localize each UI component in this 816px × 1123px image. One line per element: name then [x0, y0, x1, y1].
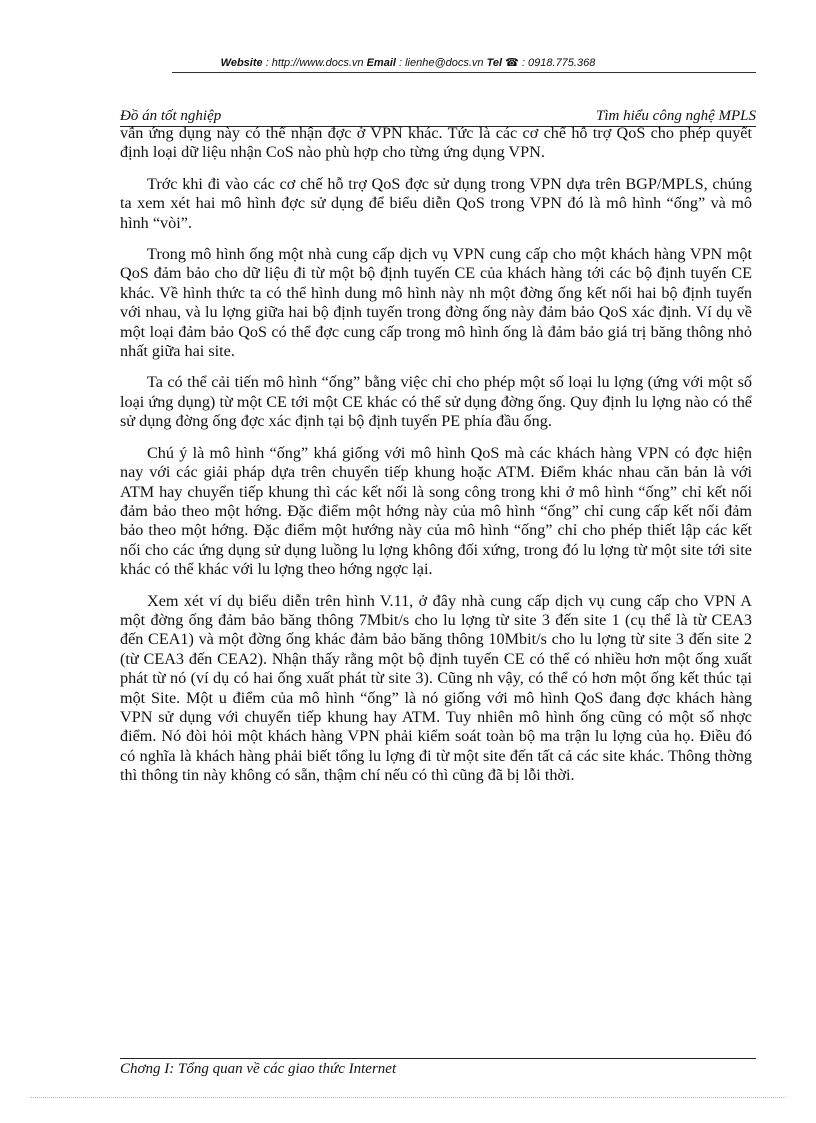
contact-bar-divider [172, 72, 756, 73]
paragraph: Trớc khi đi vào các cơ chế hỗ trợ QoS đợc sử dụng trong VPN dựa trên BGP/MPLS, chúng ta xem xét hai mô hình đợc sử dụng để biểu diễn QoS trong VPN đó là mô hình “ống” và mô hình “vòi”. [120, 174, 752, 232]
paragraph: Trong mô hình ống một nhà cung cấp dịch vụ VPN cung cấp cho một khách hàng VPN một QoS đảm bảo cho dữ liệu đi từ một bộ định tuyến CE của khách hàng tới các bộ định tuyến CE khác. Về hình thức ta có thể hình dung mô hình này nh một đờng ống kết nối hai bộ định tuyến với nhau, và lu lợng giữa hai bộ định tuyến trong đờng ống này đảm bảo QoS xác định. Ví dụ về một loại đảm bảo QoS có thể đợc cung cấp trong mô hình ống là đảm bảo giá trị băng thông nhỏ nhất giữa hai site. [120, 245, 752, 361]
header-left: Đồ án tốt nghiệp [120, 108, 222, 124]
email-label: Email [366, 57, 396, 69]
footer-divider [120, 1058, 756, 1059]
paragraph: Chú ý là mô hình “ống” khá giống với mô hình QoS mà các khách hàng VPN có đợc hiện nay với các giải pháp dựa trên chuyển tiếp khung hoặc ATM. Điểm khác nhau căn bản là với ATM hay chuyển tiếp khung thì các kết nối là song công trong khi ở mô hình “ống” chỉ kết nối đảm bảo theo một hớng. Đặc điểm một hớng này của mô hình “ống” chỉ cung cấp kết nối đảm bảo theo một hớng. Đặc điểm một hướng này của mô hình “ống” chỉ cho phép thiết lập các kết nối cho các ứng dụng sử dụng luồng lu lợng không đối xứng, trong đó lu lợng từ một site tới site khác có thể khác với lu lợng theo hớng ngợc lại. [120, 443, 752, 579]
footer-chapter: Chơng I: Tổng quan về các giao thức Internet [120, 1061, 397, 1077]
paragraph: vẫn ứng dụng này có thể nhận đợc ở VPN khác. Tức là các cơ chế hỗ trợ QoS cho phép quyết định loại dữ liệu nhận CoS nào phù hợp cho từng ứng dụng VPN. [120, 124, 752, 162]
paragraph: Xem xét ví dụ biểu diễn trên hình V.11, ở đây nhà cung cấp dịch vụ cung cấp cho VPN A một đờng ống đảm bảo băng thông 7Mbit/s cho lu lợng từ site 3 đến site 1 (cụ thể là từ CEA3 đến CEA1) và một đờng ống khác đảm bảo băng thông 10Mbit/s cho lu lợng từ site 3 đến site 2 (từ CEA3 đến CEA2). Nhận thấy rằng một bộ định tuyến CE có thể có nhiều hơn một ống xuất phát từ nó (ví dụ có hai ống xuất phát từ site 3). Cũng nh vậy, có thể có hơn một ống kết thúc tại một Site. Một u điểm của mô hình “ống” là nó giống với mô hình QoS đang đợc khách hàng VPN sử dụng với chuyển tiếp khung hay ATM. Tuy nhiên mô hình ống cũng có một số nhợc điểm. Nó đòi hỏi một khách hàng VPN phải kiểm soát toàn bộ ma trận lu lợng của họ. Điều đó có nghĩa là khách hàng phải biết tổng lu lợng đi từ một site đến tất cả các site khác. Thông thờng thì thông tin này không có sẵn, thậm chí nếu có thì cũng đã bị lỗi thời. [120, 591, 752, 785]
document-body [120, 124, 752, 798]
paragraph: Ta có thể cải tiến mô hình “ống” bằng việc chỉ cho phép một số loại lu lợng (ứng với một số loại ứng dụng) từ một CE tới một CE khác có thể sử dụng đờng ống. Quy định lu lợng nào có thể sử dụng đờng ống đợc xác định tại bộ định tuyến PE phía đầu ống. [120, 373, 752, 431]
contact-bar [0, 56, 816, 69]
website-label: Website [220, 57, 263, 69]
email-value: : lienhe@docs.vn [395, 57, 487, 69]
page-edge-dotted-line [30, 1097, 786, 1098]
tel-label: Tel [486, 57, 503, 69]
website-value: : http://www.docs.vn [262, 57, 367, 69]
tel-value: ☎ : 0918.775.368 [502, 57, 596, 69]
header-right: Tìm hiểu công nghệ MPLS [596, 108, 756, 124]
